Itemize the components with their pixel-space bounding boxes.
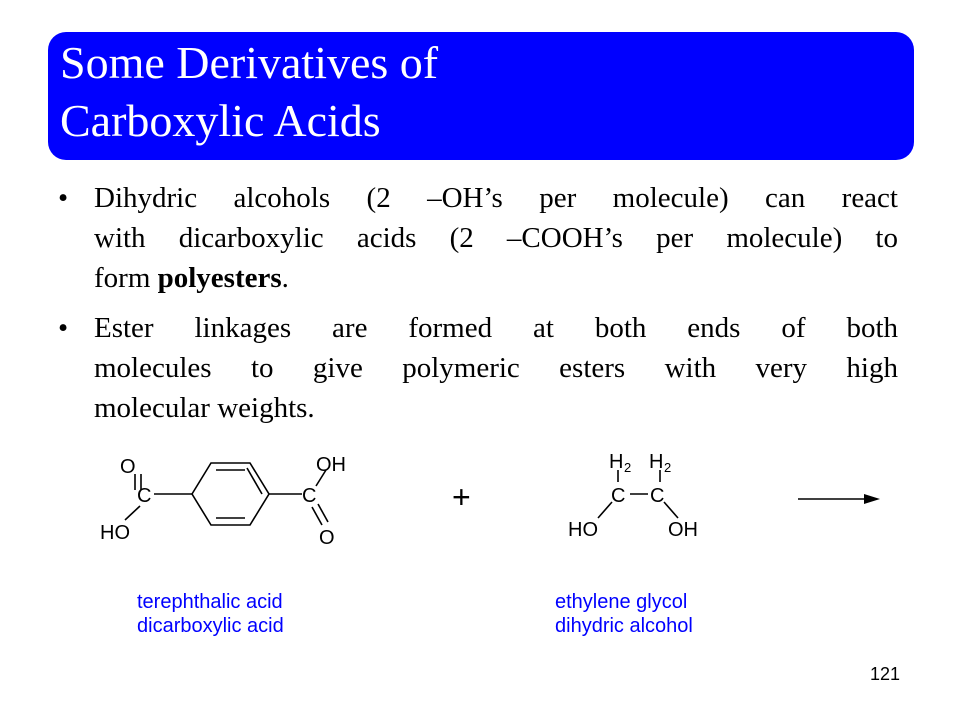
atom-label: C [650, 485, 665, 507]
terephthalic-caption [137, 590, 284, 638]
ethylene-glycol-caption [555, 590, 693, 638]
title-line-2: Carboxylic Acids [60, 95, 381, 146]
bullet-1-line-2: with dicarboxylic acids (2 –COOH’s per molecule) to [94, 222, 898, 254]
atom-label: C [137, 485, 152, 507]
bullet-list [58, 178, 898, 438]
ethylene-glycol-structure [598, 470, 678, 518]
atom-label: C [611, 485, 626, 507]
caption-line: dihydric alcohol [555, 615, 693, 637]
ethylene-glycol-atom-labels [568, 451, 698, 541]
atom-label: OH [316, 454, 346, 476]
terephthalic-acid-structure [125, 463, 328, 525]
bullet-item-1 [58, 178, 898, 298]
bullet-2-line-2: molecules to give polymeric esters with very high [94, 352, 898, 384]
bullet-1-prefix: form [94, 262, 158, 294]
atom-label: C [302, 485, 317, 507]
atom-label: O [319, 527, 335, 549]
subscript-2: 2 [664, 460, 672, 475]
atom-label: OH [668, 519, 698, 541]
title-line-1: Some Derivatives of [60, 37, 439, 88]
terephthalic-atom-labels [100, 454, 346, 549]
bullet-item-2 [58, 308, 898, 428]
caption-line: dicarboxylic acid [137, 615, 284, 637]
atom-label: H [649, 451, 664, 473]
caption-line: ethylene glycol [555, 591, 688, 613]
title-banner [48, 32, 914, 160]
bullet-2-line-3: molecular weights. [94, 392, 315, 424]
bullet-1-suffix: . [281, 262, 289, 294]
bullet-1-line-3 [94, 258, 898, 298]
bold-term: polyesters [157, 262, 282, 294]
bullet-dot: • [58, 182, 69, 214]
bullet-1-line-1: Dihydric alcohols (2 –OH’s per molecule) can react [94, 182, 898, 214]
atom-label: HO [568, 519, 598, 541]
bullet-2-line-1: Ester linkages are formed at both ends of both [94, 312, 898, 344]
subscript-2: 2 [624, 460, 632, 475]
atom-label: O [120, 456, 136, 478]
bullet-dot: • [58, 312, 69, 344]
plus-sign: + [452, 479, 471, 515]
page-number: 121 [869, 664, 900, 684]
atom-label: H [609, 451, 624, 473]
atom-label: HO [100, 522, 130, 544]
reaction-diagram [0, 440, 960, 670]
caption-line: terephthalic acid [137, 591, 283, 613]
reaction-arrow [798, 494, 880, 504]
